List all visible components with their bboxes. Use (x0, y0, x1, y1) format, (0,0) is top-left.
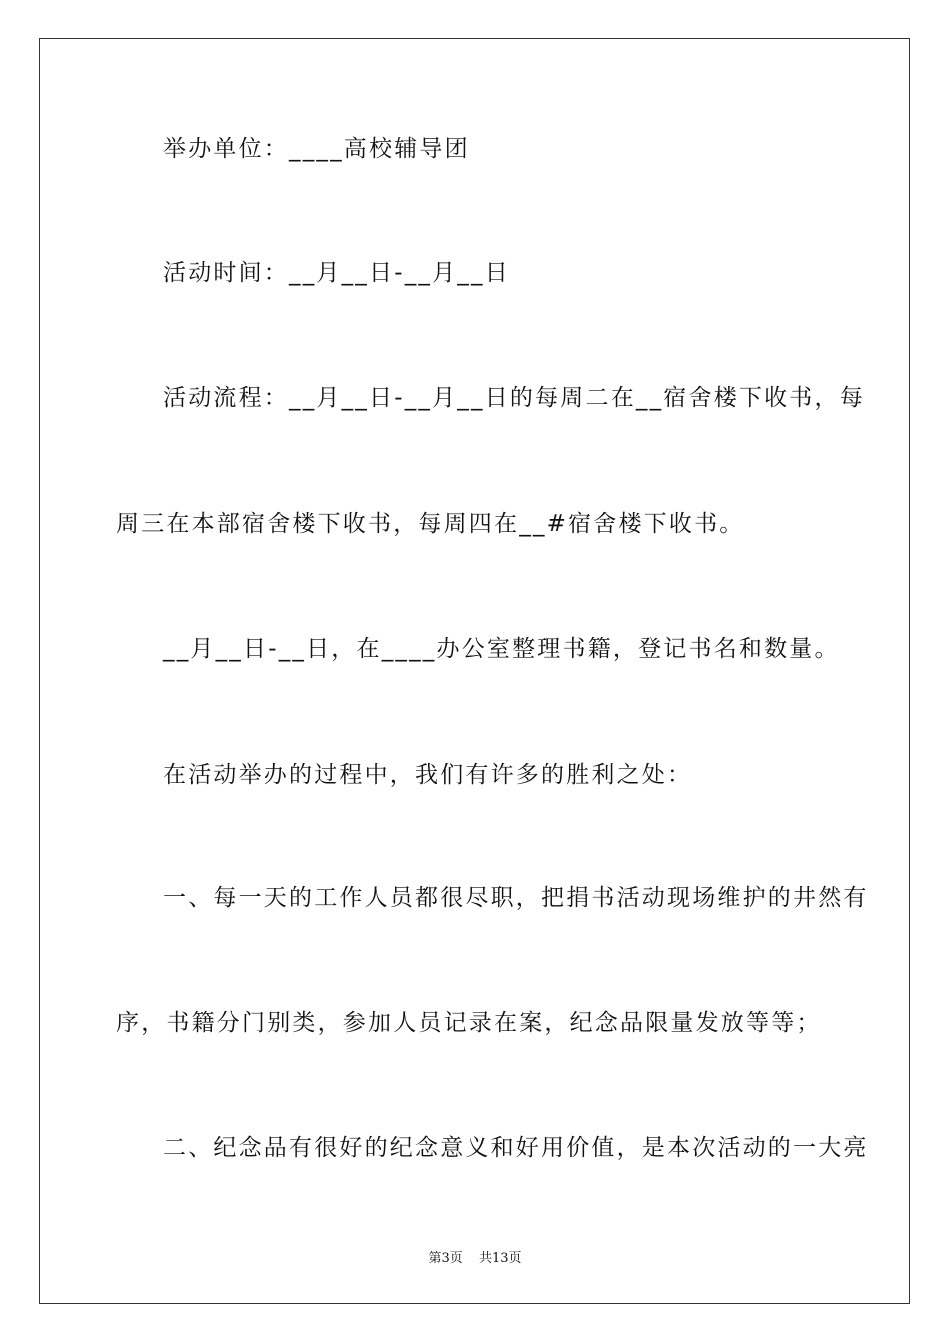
page-frame (39, 38, 910, 1304)
paragraph-process-line1: 活动流程：__月__日-__月__日的每周二在__宿舍楼下收书，每 (163, 385, 865, 411)
paragraph-event-time: 活动时间：__月__日-__月__日 (163, 260, 510, 286)
page-number: 第3页 (428, 1251, 463, 1266)
paragraph-point-one-line1: 一、每一天的工作人员都很尽职，把捐书活动现场维护的井然有 (163, 885, 869, 911)
page-total: 共13页 (478, 1251, 522, 1266)
paragraph-organizer: 举办单位：____高校辅导团 (163, 136, 470, 162)
page-footer (0, 1247, 950, 1266)
paragraph-sorting: __月__日-__日，在____办公室整理书籍，登记书名和数量。 (163, 636, 840, 662)
paragraph-successes-intro: 在活动举办的过程中，我们有许多的胜利之处： (163, 762, 693, 788)
paragraph-point-one-line2: 序，书籍分门别类，参加人员记录在案，纪念品限量发放等等； (116, 1010, 822, 1036)
paragraph-process-line2: 周三在本部宿舍楼下收书，每周四在__#宿舍楼下收书。 (116, 511, 745, 537)
paragraph-point-two-line1: 二、纪念品有很好的纪念意义和好用价值，是本次活动的一大亮 (163, 1135, 869, 1161)
